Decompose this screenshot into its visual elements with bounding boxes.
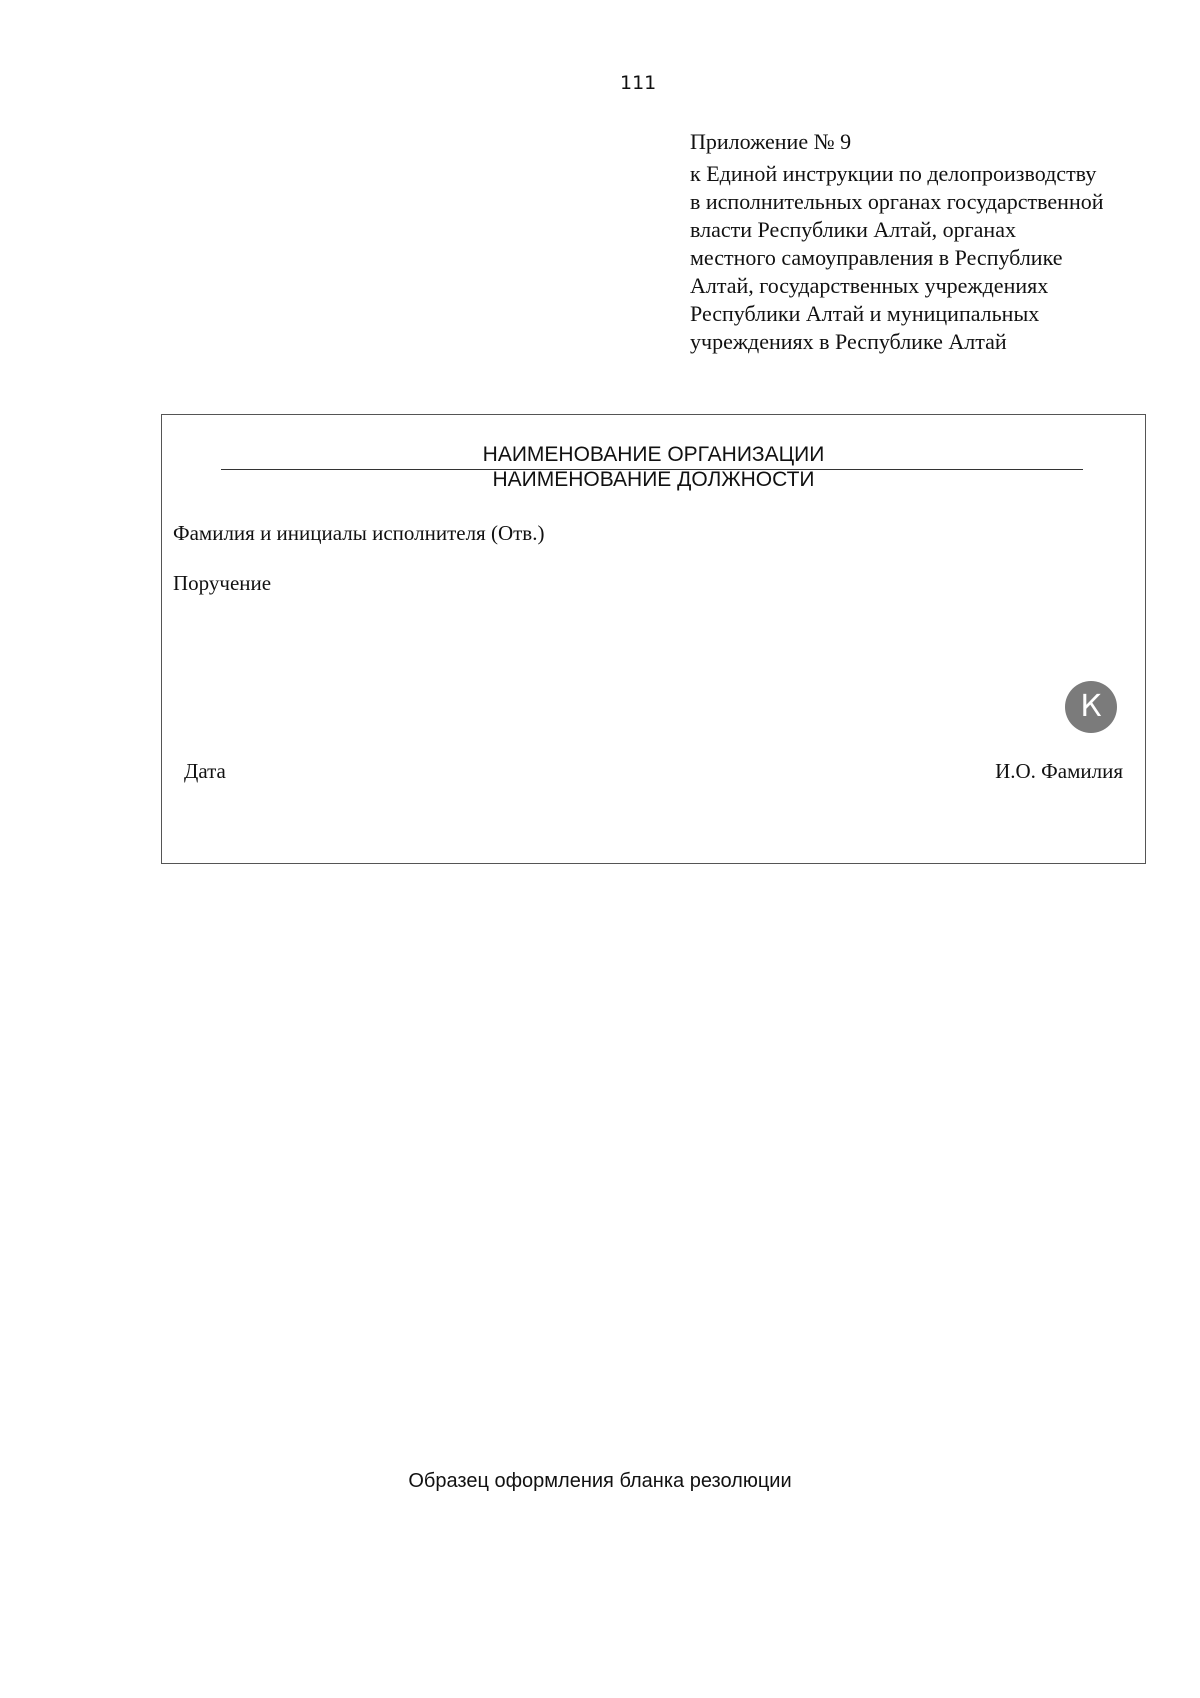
appendix-line: в исполнительных органах государственной: [690, 189, 1104, 214]
executor-label: Фамилия и инициалы исполнителя (Отв.): [173, 521, 545, 545]
resolution-form: [161, 414, 1146, 864]
appendix-line: Республики Алтай и муниципальных: [690, 301, 1040, 326]
k-letter-icon: К: [1065, 681, 1117, 733]
appendix-text: [690, 160, 1160, 356]
appendix-title: Приложение № 9: [690, 129, 852, 154]
appendix-line: Алтай, государственных учреждениях: [690, 273, 1049, 298]
organization-name: НАИМЕНОВАНИЕ ОРГАНИЗАЦИИ: [482, 443, 825, 466]
appendix-line: учреждениях в Республике Алтай: [690, 329, 1007, 354]
appendix-line: к Единой инструкции по делопроизводству: [690, 161, 1097, 186]
page-number: 111: [620, 72, 657, 94]
footer-caption: Образец оформления бланка резолюции: [408, 1470, 792, 1492]
appendix-line: власти Республики Алтай, органах: [690, 217, 1016, 242]
instruction-label: Поручение: [173, 571, 272, 595]
signature-name: И.О. Фамилия: [995, 759, 1123, 783]
position-name: НАИМЕНОВАНИЕ ДОЛЖНОСТИ: [492, 468, 815, 491]
appendix-block: [690, 128, 1160, 356]
appendix-line: местного самоуправления в Республике: [690, 245, 1063, 270]
date-label: Дата: [184, 759, 226, 783]
